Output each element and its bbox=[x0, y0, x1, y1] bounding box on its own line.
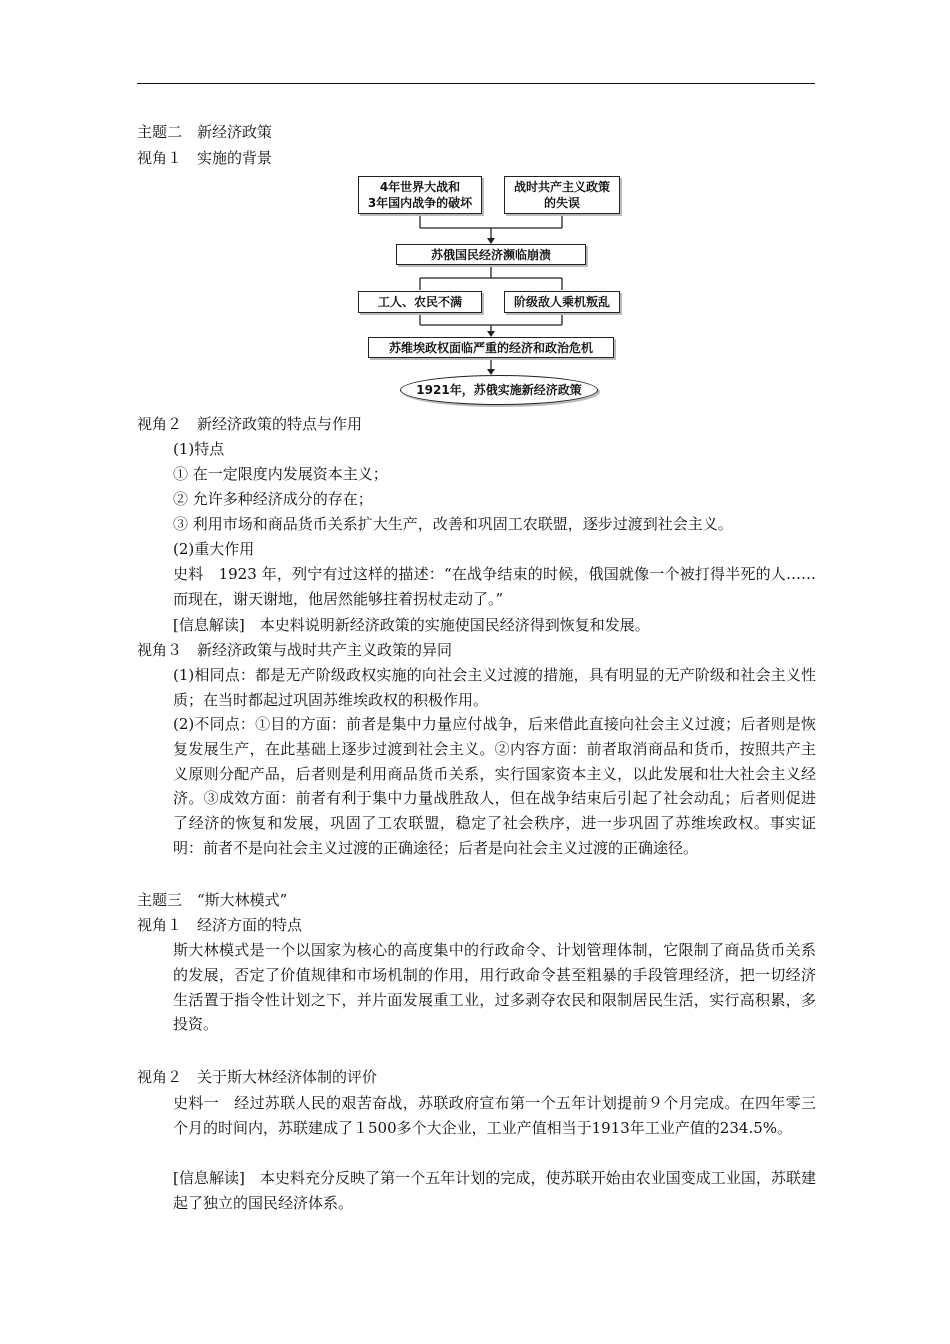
theme2-view3-title: 视角３ 新经济政策与战时共产主义政策的异同 bbox=[137, 641, 453, 659]
flow-box-crisis: 苏维埃政权面临严重的经济和政治危机 bbox=[368, 337, 614, 358]
theme2-view1-title: 视角１ 实施的背景 bbox=[137, 149, 273, 167]
role-heading: (2)重大作用 bbox=[173, 540, 255, 558]
theme2-view2-title: 视角２ 新经济政策的特点与作用 bbox=[137, 415, 363, 433]
feature-1: ① 在一定限度内发展资本主义； bbox=[173, 465, 388, 483]
flow-box-enemy-revolt: 阶级敌人乘机叛乱 bbox=[504, 291, 620, 313]
differences-paragraph: (2)不同点：①目的方面：前者是集中力量应付战争，后来借此直接向社会主义过渡；后者则是恢复发展生产，在此基础上逐步过渡到社会主义。②内容方面：前者取消商品和货币，按照共产主义原则分配产品，后者则是利用商品货币关系，实行国家资本主义，以此发展和壮大社会主义经济。③成效方面：前者有利于集中力量战胜敌人，但在战争结束后引起了社会动乱；后者则促进了经济的恢复和发展，巩固了工农联盟，稳定了社会秩序，进一步巩固了苏维埃政权。事实证明：前者不是向社会主义过渡的正确途径；后者是向社会主义过渡的正确途径。 bbox=[173, 715, 816, 857]
source-interpretation: [信息解读] 本史料说明新经济政策的实施使国民经济得到恢复和发展。 bbox=[173, 616, 650, 634]
stalin-model-paragraph: 斯大林模式是一个以国家为核心的高度集中的行政命令、计划管理体制，它限制了商品货币关系的发展，否定了价值规律和市场机制的作用，用行政命令甚至粗暴的手段管理经济，把一切经济生活置于指令性计划之下，并片面发展重工业，过多剥夺农民和限制居民生活，实行高积累，多投资。 bbox=[173, 941, 816, 1034]
flow-box-economic-collapse: 苏俄国民经济濒临崩溃 bbox=[396, 244, 586, 265]
feature-3: ③ 利用市场和商品货币关系扩大生产，改善和巩固工农联盟，逐步过渡到社会主义。 bbox=[173, 515, 733, 533]
theme3-view1-title: 视角１ 经济方面的特点 bbox=[137, 916, 303, 934]
theme2-title: 主题二 新经济政策 bbox=[137, 123, 273, 141]
header-rule bbox=[137, 83, 815, 84]
feature-2: ② 允许多种经济成分的存在； bbox=[173, 490, 373, 508]
theme3-view2-title: 视角２ 关于斯大林经济体制的评价 bbox=[137, 1068, 378, 1086]
five-year-plan-interpretation: [信息解读] 本史料充分反映了第一个五年计划的完成，使苏联开始由农业国变成工业国，苏联建起了独立的国民经济体系。 bbox=[173, 1169, 816, 1212]
flow-box-nep-1921: 1921年，苏俄实施新经济政策 bbox=[400, 375, 598, 405]
theme3-title: 主题三 “斯大林模式” bbox=[137, 891, 288, 909]
flow-box-policy-mistakes: 战时共产主义政策 的失误 bbox=[504, 176, 620, 214]
five-year-plan-source: 史料一 经过苏联人民的艰苦奋战，苏联政府宣布第一个五年计划提前９个月完成。在四年零三个月的时间内，苏联建成了１500多个大企业，工业产值相当于1913年工业产值的234.5%。 bbox=[173, 1094, 816, 1137]
flow-box-worker-discontent: 工人、农民不满 bbox=[358, 291, 482, 313]
flow-box-war-damage: 4年世界大战和 3年国内战争的破坏 bbox=[358, 176, 482, 214]
features-heading: (1)特点 bbox=[173, 440, 225, 458]
similarities-paragraph: (1)相同点：都是无产阶级政权实施的向社会主义过渡的措施，具有明显的无产阶级和社会主义性质；在当时都起过巩固苏维埃政权的积极作用。 bbox=[173, 666, 816, 709]
background-flowchart bbox=[358, 170, 622, 410]
lenin-source: 史料 1923 年，列宁有过这样的描述：“在战争结束的时候，俄国就像一个被打得半死的人……而现在，谢天谢地，他居然能够拄着拐杖走动了。” bbox=[173, 565, 816, 608]
